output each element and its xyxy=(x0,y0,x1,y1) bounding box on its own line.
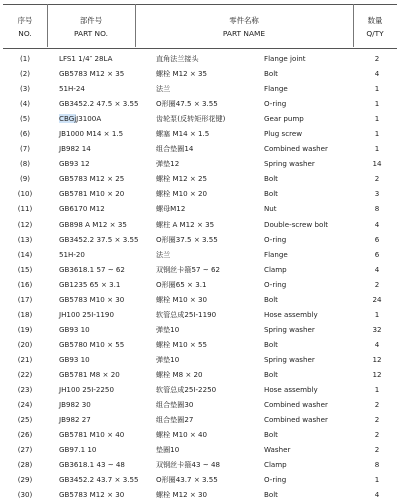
row-name-cn: 组合垫圈30 xyxy=(156,400,194,410)
table-row xyxy=(0,171,400,186)
row-part-number: GB3452.2 43.7 × 3.55 xyxy=(59,475,139,485)
row-part-number: GB3618.1 43 ~ 48 xyxy=(59,460,125,470)
row-name-en: Clamp xyxy=(264,264,287,274)
row-name-en: O-ring xyxy=(264,234,287,244)
row-quantity: 4 xyxy=(374,490,380,500)
row-number: (10) xyxy=(17,189,33,199)
row-name-en: Bolt xyxy=(264,69,278,79)
row-part-number: GB898 A M12 × 35 xyxy=(59,219,127,229)
table-row xyxy=(0,111,400,126)
row-number: (16) xyxy=(17,279,33,289)
row-quantity: 1 xyxy=(374,309,380,319)
table-row xyxy=(0,201,400,216)
row-part-number: GB5780 M10 × 55 xyxy=(59,339,125,349)
row-number: (3) xyxy=(19,84,31,94)
row-name-en: Clamp xyxy=(264,460,287,470)
row-part-number: GB3452.2 37.5 × 3.55 xyxy=(59,234,139,244)
table-row xyxy=(0,457,400,472)
row-name-cn: O形圈65 × 3.1 xyxy=(156,279,207,289)
header-qty-en: Q/TY xyxy=(366,28,384,38)
table-row xyxy=(0,382,400,397)
row-quantity: 32 xyxy=(372,324,382,334)
row-part-number: 51H-20 xyxy=(59,249,85,259)
row-quantity: 1 xyxy=(374,144,380,154)
row-name-cn: 螺栓 M12 × 25 xyxy=(156,174,208,184)
table-row xyxy=(0,81,400,96)
row-part-number: JB1000 M14 × 1.5 xyxy=(59,129,124,139)
table-row xyxy=(0,141,400,156)
row-number: (11) xyxy=(17,204,33,214)
row-number: (25) xyxy=(17,415,33,425)
row-name-cn: 螺栓 M10 × 30 xyxy=(156,294,208,304)
row-quantity: 2 xyxy=(374,279,380,289)
row-number: (8) xyxy=(19,159,31,169)
row-name-cn: 螺栓 M12 × 30 xyxy=(156,490,208,500)
row-name-en: Bolt xyxy=(264,339,278,349)
row-name-cn: O形圈37.5 × 3.55 xyxy=(156,234,218,244)
row-name-cn: 组合垫圈14 xyxy=(156,144,194,154)
row-number: (30) xyxy=(17,490,33,500)
row-name-cn: 双钢丝卡箍57 ~ 62 xyxy=(156,264,220,274)
row-number: (17) xyxy=(17,294,33,304)
row-quantity: 1 xyxy=(374,99,380,109)
row-part-number: GB5783 M12 × 35 xyxy=(59,69,125,79)
row-name-cn: 弹垫12 xyxy=(156,159,180,169)
row-number: (12) xyxy=(17,219,33,229)
row-number: (27) xyxy=(17,445,33,455)
row-number: (21) xyxy=(17,354,33,364)
row-number: (20) xyxy=(17,339,33,349)
row-number: (4) xyxy=(19,99,31,109)
table-row xyxy=(0,337,400,352)
row-number: (6) xyxy=(19,129,31,139)
row-name-en: Flange xyxy=(264,84,288,94)
row-part-number: GB5783 M10 × 30 xyxy=(59,294,125,304)
row-name-en: Combined washer xyxy=(264,144,328,154)
row-name-cn: 螺柱 A M12 × 35 xyxy=(156,219,215,229)
row-name-en: Hose assembly xyxy=(264,385,318,395)
row-quantity: 2 xyxy=(374,174,380,184)
table-row xyxy=(0,186,400,201)
row-quantity: 6 xyxy=(374,249,380,259)
row-part-number: GB5781 M8 × 20 xyxy=(59,369,120,379)
row-quantity: 1 xyxy=(374,84,380,94)
row-name-cn: 齿轮泵(反转矩形花键) xyxy=(156,114,226,124)
column-divider xyxy=(135,4,136,47)
table-row xyxy=(0,96,400,111)
table-row xyxy=(0,66,400,81)
table-row xyxy=(0,427,400,442)
header-part-name xyxy=(135,5,353,48)
row-name-en: Spring washer xyxy=(264,159,315,169)
row-part-number: 51H-24 xyxy=(59,84,85,94)
header-qty-cn: 数量 xyxy=(367,15,383,25)
row-quantity: 12 xyxy=(372,354,382,364)
row-name-cn: 螺栓 M8 × 20 xyxy=(156,369,203,379)
row-name-cn: 法兰 xyxy=(156,84,171,94)
row-name-cn: O形圈47.5 × 3.55 xyxy=(156,99,218,109)
row-number: (22) xyxy=(17,369,33,379)
table-row xyxy=(0,322,400,337)
row-quantity: 3 xyxy=(374,189,380,199)
header-no-en: NO. xyxy=(18,28,32,38)
table-header xyxy=(3,4,397,49)
row-part-number: GB97.1 10 xyxy=(59,445,97,455)
row-quantity: 2 xyxy=(374,54,380,63)
row-name-en: Flange xyxy=(264,249,288,259)
row-name-en: Gear pump xyxy=(264,114,304,124)
row-name-en: Plug screw xyxy=(264,129,303,139)
row-part-number: GB3618.1 57 ~ 62 xyxy=(59,264,125,274)
row-name-en: Bolt xyxy=(264,294,278,304)
row-part-number: GB5781 M10 × 40 xyxy=(59,430,125,440)
row-part-number: GB6170 M12 xyxy=(59,204,105,214)
row-part-number: JB982 14 xyxy=(59,144,91,154)
table-row xyxy=(0,307,400,322)
row-number: (18) xyxy=(17,309,33,319)
row-part-number: GB93 10 xyxy=(59,354,90,364)
row-name-en: Bolt xyxy=(264,490,278,500)
row-name-en: Flange joint xyxy=(264,54,306,63)
row-part-number: GB93 10 xyxy=(59,324,90,334)
row-quantity: 4 xyxy=(374,219,380,229)
table-row xyxy=(0,412,400,427)
table-row xyxy=(0,51,400,66)
row-part-number-rest: J3100A xyxy=(76,114,102,124)
row-number: (5) xyxy=(19,114,31,124)
header-part-no xyxy=(47,5,135,48)
column-divider xyxy=(47,4,48,47)
header-part-cn: 部件号 xyxy=(79,15,103,25)
row-name-cn: 螺栓 M12 × 35 xyxy=(156,69,208,79)
row-name-en: Bolt xyxy=(264,174,278,184)
row-number: (13) xyxy=(17,234,33,244)
row-number: (26) xyxy=(17,430,33,440)
row-name-cn: O形圈43.7 × 3.55 xyxy=(156,475,218,485)
row-name-en: Bolt xyxy=(264,189,278,199)
row-name-en: Hose assembly xyxy=(264,309,318,319)
row-number: (7) xyxy=(19,144,31,154)
row-name-en: Combined washer xyxy=(264,400,328,410)
row-name-en: Spring washer xyxy=(264,324,315,334)
row-name-en: O-ring xyxy=(264,475,287,485)
row-part-number xyxy=(59,111,101,126)
header-name-en: PART NAME xyxy=(222,28,266,38)
row-quantity: 4 xyxy=(374,264,380,274)
row-name-en: O-ring xyxy=(264,279,287,289)
row-part-number: JB982 27 xyxy=(59,415,91,425)
row-name-en: Washer xyxy=(264,445,291,455)
table-row xyxy=(0,352,400,367)
row-quantity: 2 xyxy=(374,445,380,455)
row-quantity: 2 xyxy=(374,400,380,410)
row-quantity: 8 xyxy=(374,204,380,214)
row-name-cn: 软管总成25I-2250 xyxy=(156,385,217,395)
table-row xyxy=(0,126,400,141)
row-number: (28) xyxy=(17,460,33,470)
row-name-cn: 组合垫圈27 xyxy=(156,415,194,425)
row-quantity: 1 xyxy=(374,385,380,395)
row-name-cn: 弹垫10 xyxy=(156,324,180,334)
row-number: (24) xyxy=(17,400,33,410)
row-quantity: 24 xyxy=(372,294,382,304)
search-highlight: CBGj xyxy=(59,114,77,124)
row-part-number: JH100 25I-1190 xyxy=(59,309,114,319)
row-name-cn: 双钢丝卡箍43 ~ 48 xyxy=(156,460,220,470)
row-name-cn: 螺母M12 xyxy=(156,204,186,214)
row-name-cn: 直角法兰接头 xyxy=(156,54,199,63)
row-part-number: GB93 12 xyxy=(59,159,90,169)
header-qty xyxy=(353,5,397,48)
row-name-en: Combined washer xyxy=(264,415,328,425)
row-number: (15) xyxy=(17,264,33,274)
row-number: (29) xyxy=(17,475,33,485)
row-quantity: 1 xyxy=(374,114,380,124)
row-name-en: Bolt xyxy=(264,369,278,379)
table-row xyxy=(0,442,400,457)
table-row xyxy=(0,262,400,277)
row-number: (2) xyxy=(19,69,31,79)
row-number: (19) xyxy=(17,324,33,334)
row-quantity: 4 xyxy=(374,69,380,79)
row-part-number: GB1235 65 × 3.1 xyxy=(59,279,121,289)
table-row xyxy=(0,247,400,262)
row-name-cn: 螺栓 M10 × 55 xyxy=(156,339,208,349)
row-name-cn: 螺栓 M10 × 40 xyxy=(156,430,208,440)
table-row xyxy=(0,292,400,307)
row-part-number: GB3452.2 47.5 × 3.55 xyxy=(59,99,139,109)
row-quantity: 14 xyxy=(372,159,382,169)
row-name-en: Bolt xyxy=(264,430,278,440)
row-name-en: O-ring xyxy=(264,99,287,109)
header-no xyxy=(3,5,47,48)
row-name-en: Spring washer xyxy=(264,354,315,364)
row-quantity: 1 xyxy=(374,129,380,139)
row-part-number: GB5783 M12 × 30 xyxy=(59,490,125,500)
column-divider xyxy=(353,4,354,47)
table-row xyxy=(0,232,400,247)
row-number: (23) xyxy=(17,385,33,395)
row-part-number: JH100 25I-2250 xyxy=(59,385,114,395)
row-part-number: LFS1 1/4″ 28LA xyxy=(59,54,113,63)
row-quantity: 4 xyxy=(374,339,380,349)
row-part-number: GB5781 M10 × 20 xyxy=(59,189,125,199)
row-part-number: GB5783 M12 × 25 xyxy=(59,174,125,184)
row-quantity: 1 xyxy=(374,475,380,485)
header-no-cn: 序号 xyxy=(17,15,33,25)
header-name-cn: 零件名称 xyxy=(229,15,259,25)
row-number: (9) xyxy=(19,174,31,184)
row-number: (14) xyxy=(17,249,33,259)
table-row xyxy=(0,472,400,487)
row-name-cn: 螺塞 M14 × 1.5 xyxy=(156,129,210,139)
table-row xyxy=(0,217,400,232)
row-quantity: 6 xyxy=(374,234,380,244)
row-name-cn: 弹垫10 xyxy=(156,354,180,364)
row-quantity: 2 xyxy=(374,415,380,425)
row-quantity: 8 xyxy=(374,460,380,470)
row-quantity: 2 xyxy=(374,430,380,440)
table-row xyxy=(0,397,400,412)
row-name-en: Nut xyxy=(264,204,277,214)
table-row xyxy=(0,277,400,292)
row-number: (1) xyxy=(19,54,31,63)
header-part-en: PART NO. xyxy=(74,28,108,38)
row-part-number: JB982 30 xyxy=(59,400,91,410)
row-name-cn: 法兰 xyxy=(156,249,171,259)
parts-table-body xyxy=(0,51,400,502)
table-row xyxy=(0,367,400,382)
row-name-cn: 垫圈10 xyxy=(156,445,180,455)
row-name-cn: 软管总成25I-1190 xyxy=(156,309,217,319)
table-row xyxy=(0,156,400,171)
row-name-cn: 螺栓 M10 × 20 xyxy=(156,189,208,199)
row-quantity: 12 xyxy=(372,369,382,379)
row-name-en: Double-screw bolt xyxy=(264,219,329,229)
